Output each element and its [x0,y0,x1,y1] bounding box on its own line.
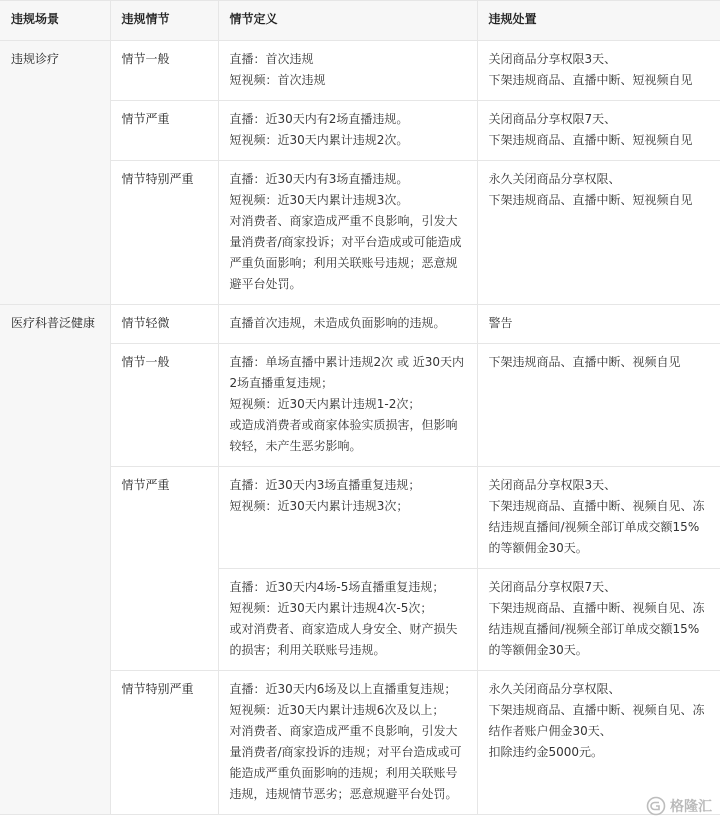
action-cell: 永久关闭商品分享权限、 下架违规商品、直播中断、视频自见、冻结作者账户佣金30天、 扣除违约金5000元。 [477,671,720,815]
table-header [0,1,720,41]
header-action: 违规处置 [477,1,720,41]
definition-cell: 直播：近30天内4场-5场直播重复违规； 短视频：近30天内累计违规4次-5次； 或对消费者、商家造成人身安全、财产损失的损害；利用关联账号违规。 [218,569,477,671]
level-cell: 情节轻微 [110,305,218,344]
level-cell: 情节一般 [110,344,218,467]
definition-cell: 直播：近30天内有3场直播违规。 短视频：近30天内累计违规3次。 对消费者、商家造成严重不良影响，引发大量消费者/商家投诉；对平台造成或可能造成严重负面影响；利用关联账号违规；恶意规避平台处罚。 [218,161,477,305]
table-row [0,305,720,344]
action-cell: 下架违规商品、直播中断、视频自见 [477,344,720,467]
level-cell: 情节特别严重 [110,161,218,305]
action-cell: 关闭商品分享权限3天、 下架违规商品、直播中断、短视频自见 [477,41,720,101]
watermark [646,796,712,816]
definition-cell: 直播：近30天内3场直播重复违规； 短视频：近30天内累计违规3次； [218,467,477,569]
level-cell: 情节严重 [110,101,218,161]
definition-cell: 直播：近30天内6场及以上直播重复违规； 短视频：近30天内累计违规6次及以上； 对消费者、商家造成严重不良影响，引发大量消费者/商家投诉的违规；对平台造成或可能造成严重负面影响的违规；利用关联账号违规，违规情节恶劣；恶意规避平台处罚。 [218,671,477,815]
level-cell: 情节严重 [110,467,218,671]
action-cell: 永久关闭商品分享权限、 下架违规商品、直播中断、短视频自见 [477,161,720,305]
watermark-logo-icon [646,796,666,816]
level-cell: 情节特别严重 [110,671,218,815]
definition-cell: 直播：首次违规 短视频：首次违规 [218,41,477,101]
watermark-text: 格隆汇 [670,799,712,815]
scene-cell: 医疗科普泛健康 [0,305,110,815]
table-row [0,41,720,101]
definition-cell: 直播：单场直播中累计违规2次 或 近30天内2场直播重复违规； 短视频：近30天内累计违规1-2次； 或造成消费者或商家体验实质损害，但影响较轻，未产生恶劣影响。 [218,344,477,467]
action-cell: 关闭商品分享权限7天、 下架违规商品、直播中断、短视频自见 [477,101,720,161]
action-cell: 关闭商品分享权限3天、 下架违规商品、直播中断、视频自见、冻结违规直播间/视频全部订单成交额15%的等额佣金30天。 [477,467,720,569]
table-body [0,41,720,815]
action-cell: 警告 [477,305,720,344]
level-cell: 情节一般 [110,41,218,101]
scene-cell: 违规诊疗 [0,41,110,305]
header-level: 违规情节 [110,1,218,41]
header-scene: 违规场景 [0,1,110,41]
header-definition: 情节定义 [218,1,477,41]
definition-cell: 直播：近30天内有2场直播违规。 短视频：近30天内累计违规2次。 [218,101,477,161]
action-cell: 关闭商品分享权限7天、 下架违规商品、直播中断、视频自见、冻结违规直播间/视频全部订单成交额15%的等额佣金30天。 [477,569,720,671]
definition-cell: 直播首次违规，未造成负面影响的违规。 [218,305,477,344]
